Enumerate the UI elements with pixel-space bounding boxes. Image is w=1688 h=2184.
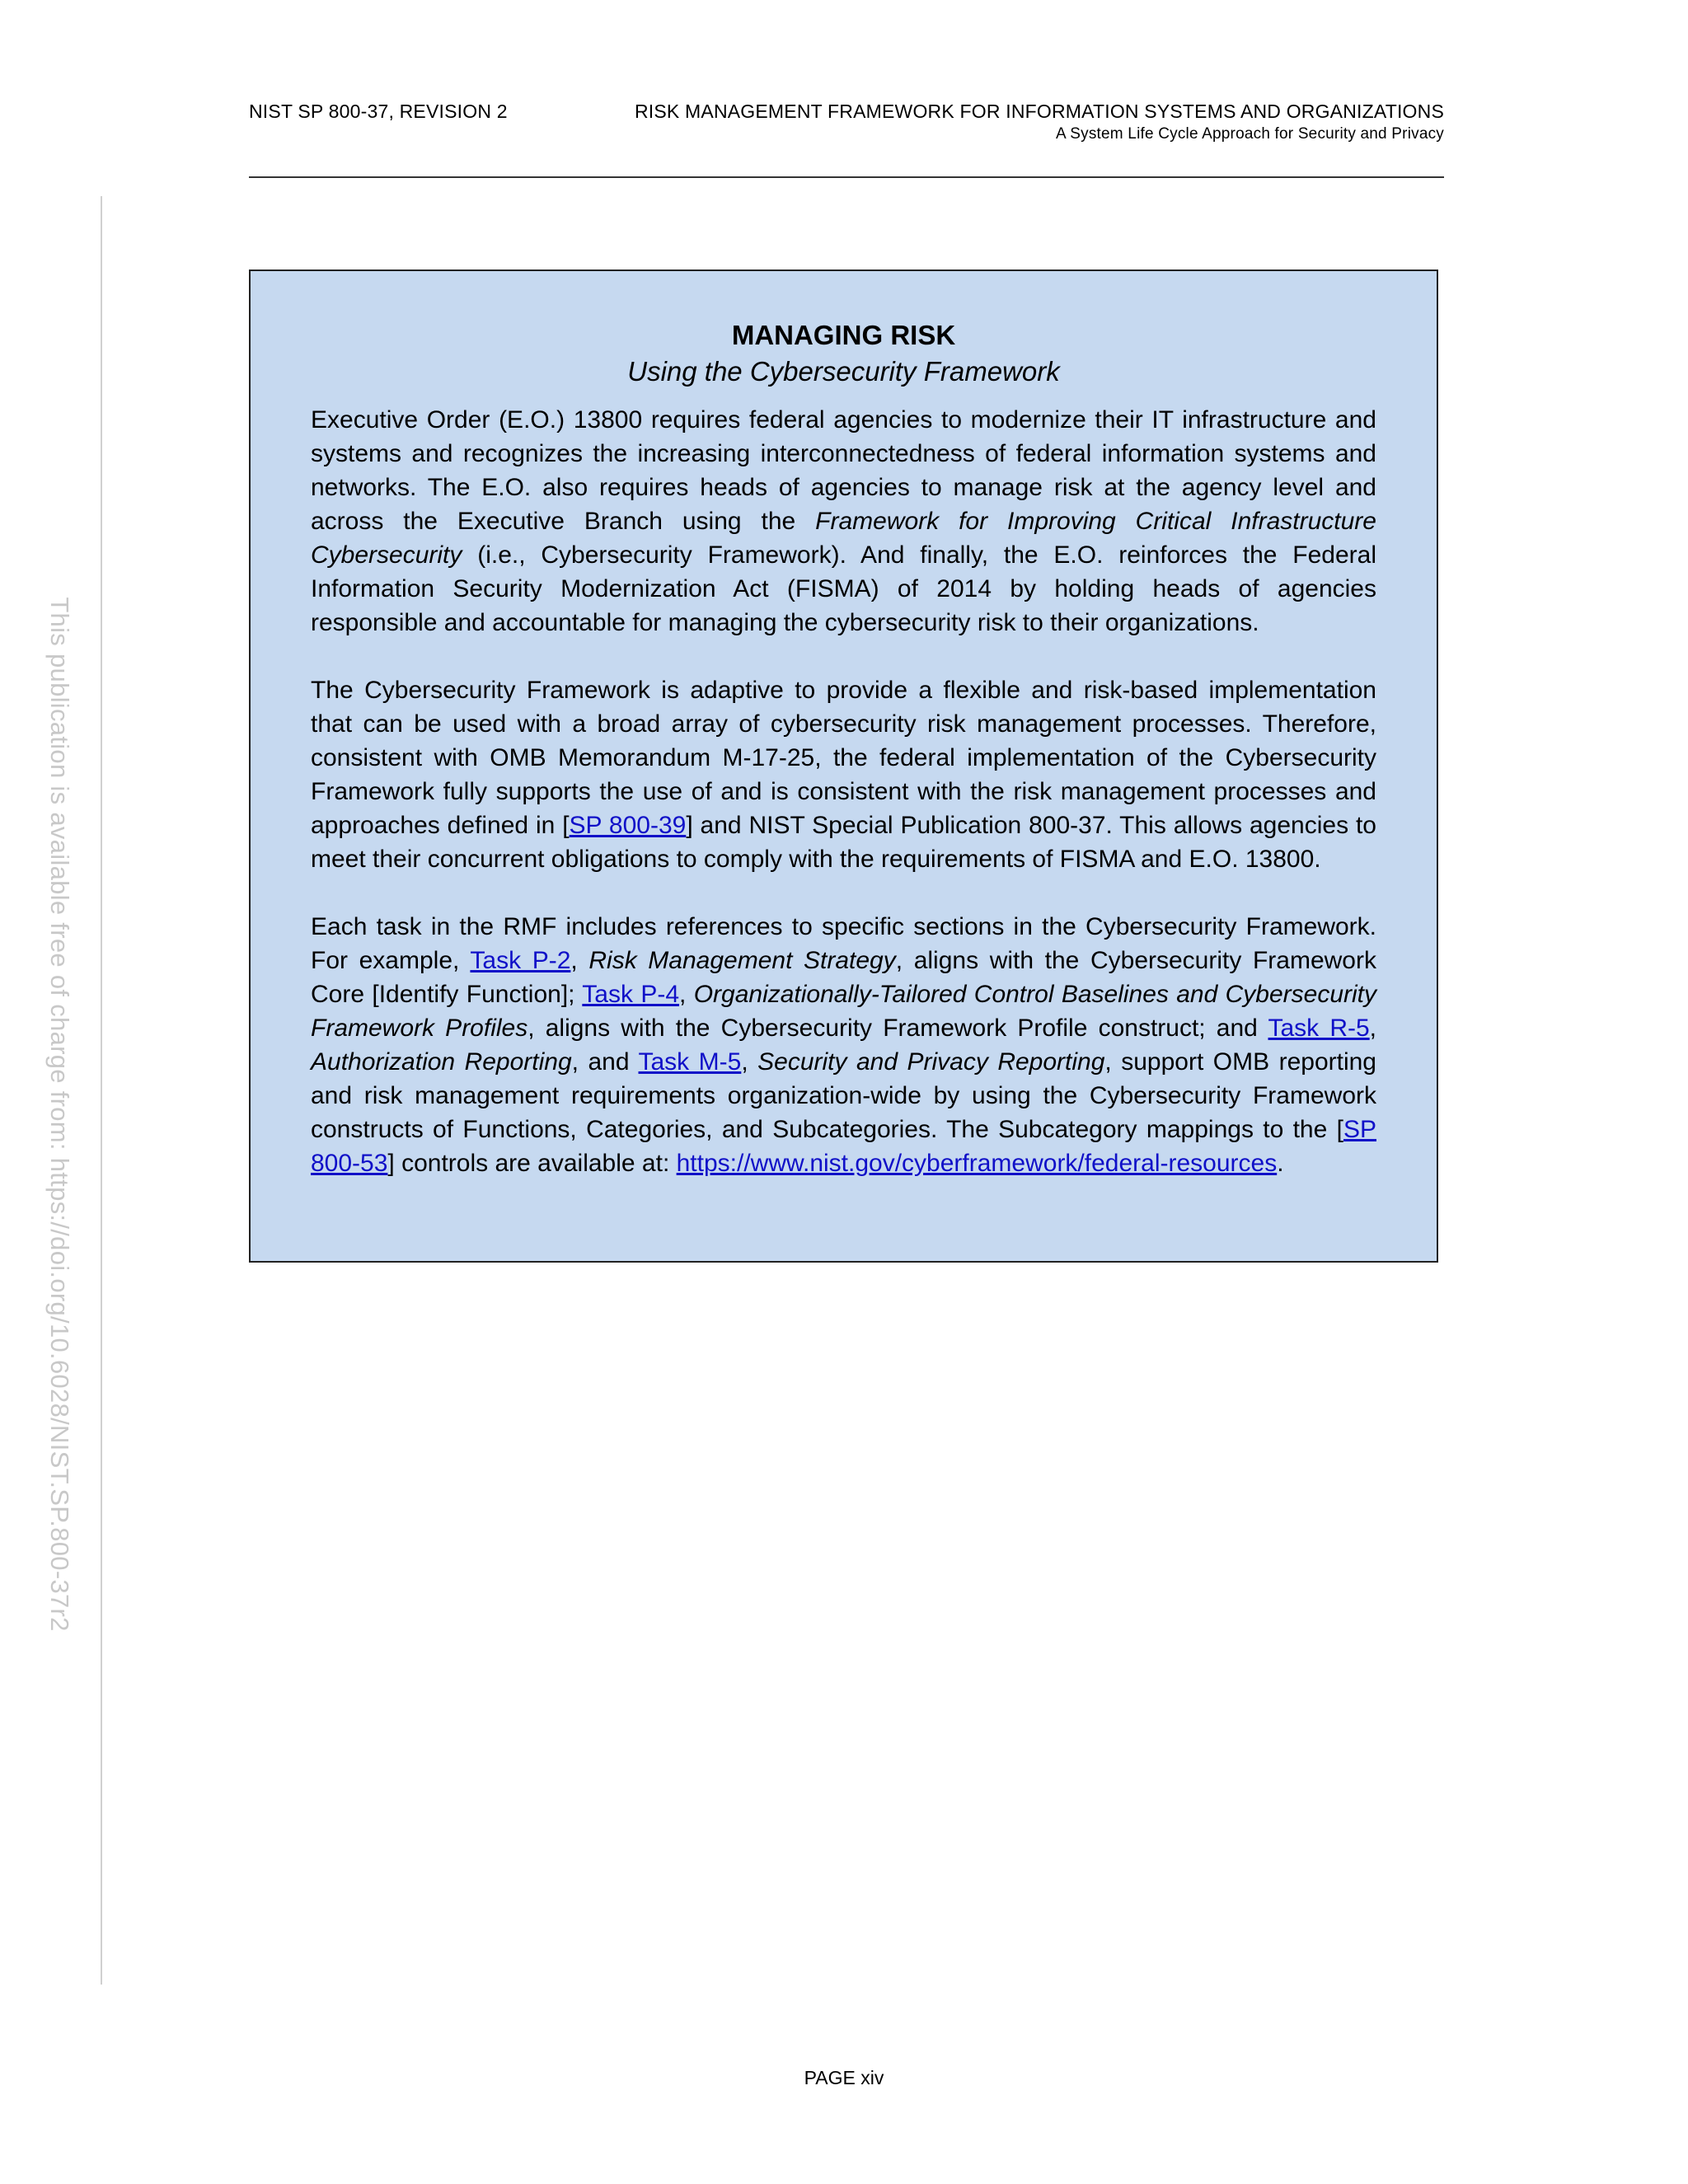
text-run: , [1369, 1015, 1377, 1042]
task-r-5-title: Authorization Reporting [311, 1048, 572, 1076]
text-run: , [679, 981, 694, 1008]
text-run: , aligns with the Cybersecurity Framework Profile construct; and [528, 1015, 1268, 1042]
margin-line [101, 196, 102, 1985]
text-run: , [570, 947, 589, 974]
text-run: , aligns with the Cybersecurity Framework Core [Identify Function]; [311, 947, 1376, 1008]
text-run: , [741, 1048, 758, 1076]
running-header-right [635, 101, 1444, 143]
link-sp-800-39[interactable]: SP 800-39 [569, 812, 687, 839]
paragraph-executive-order [311, 403, 1376, 640]
framework-title-italic: Framework for Improving Critical Infrastructure Cybersecurity [311, 508, 1376, 569]
paragraph-task-references [311, 910, 1376, 1180]
text-run: The Cybersecurity Framework is adaptive to provide a flexible and risk-based implementation that can be used with a broad array of cybersecurity risk management processes. Therefore, consistent with OMB Memorandum M-17-25, the federal implementation of the Cybersecurity Framework fully supports the use of and is consistent with the risk management processes and approaches defined in [ [311, 677, 1376, 839]
task-p-4-title: Organizationally-Tailored Control Baselines and Cybersecurity Framework Profiles [311, 981, 1377, 1042]
link-sp-800-53[interactable]: SP 800-53 [311, 1116, 1376, 1177]
box-subtitle: Using the Cybersecurity Framework [627, 356, 1060, 387]
link-task-p-2[interactable]: Task P-2 [470, 947, 571, 974]
text-run: ] controls are available at: [387, 1150, 677, 1177]
link-task-p-4[interactable]: Task P-4 [582, 981, 680, 1008]
text-run: (i.e., Cybersecurity Framework). And finally, the E.O. reinforces the Federal Information Security Modernization Act (FISMA) of 2014 by holding heads of agencies responsible and accountable for managing the cybersecurity risk to their organizations. [311, 541, 1376, 636]
text-run: , support OMB reporting and risk management requirements organization-wide by using the Cybersecurity Framework constructs of Functions, Categories, and Subcategories. The Subcategory mappings to the [ [311, 1048, 1376, 1143]
text-run: ] and NIST Special Publication 800-37. This allows agencies to meet their concurrent obligations to comply with the requirements of FISMA and E.O. 13800. [311, 812, 1376, 873]
header-divider [249, 176, 1444, 178]
availability-watermark: This publication is available free of charge from: https://doi.org/10.6028/NIST.SP.800-37r2 [45, 597, 74, 1632]
task-m-5-title: Security and Privacy Reporting [757, 1048, 1105, 1076]
link-task-m-5[interactable]: Task M-5 [638, 1048, 742, 1076]
box-title: MANAGING RISK [731, 320, 956, 350]
running-header-title: RISK MANAGEMENT FRAMEWORK FOR INFORMATION SYSTEMS AND ORGANIZATIONS [634, 101, 1444, 122]
paragraph-framework-adaptive [311, 673, 1376, 876]
link-task-r-5[interactable]: Task R-5 [1268, 1015, 1370, 1042]
text-run: Executive Order (E.O.) 13800 requires federal agencies to modernize their IT infrastructure and systems and recognizes the increasing interconnectedness of federal information systems and networks. The E.O. also requires heads of agencies to manage risk at the agency level and across the Executive Branch using the [311, 406, 1376, 535]
running-header-left: NIST SP 800-37, REVISION 2 [249, 101, 508, 122]
running-header-subtitle: A System Life Cycle Approach for Security and Privacy [1055, 125, 1444, 143]
link-federal-resources-url[interactable]: https://www.nist.gov/cyberframework/federal-resources [676, 1150, 1278, 1177]
text-run: , and [571, 1048, 639, 1076]
page-number: PAGE xiv [804, 2067, 884, 2088]
text-run: Each task in the RMF includes references to specific sections in the Cybersecurity Framework. For example, [311, 913, 1376, 974]
text-run: . [1277, 1150, 1284, 1177]
task-p-2-title: Risk Management Strategy [588, 947, 896, 974]
managing-risk-box [249, 269, 1438, 1263]
